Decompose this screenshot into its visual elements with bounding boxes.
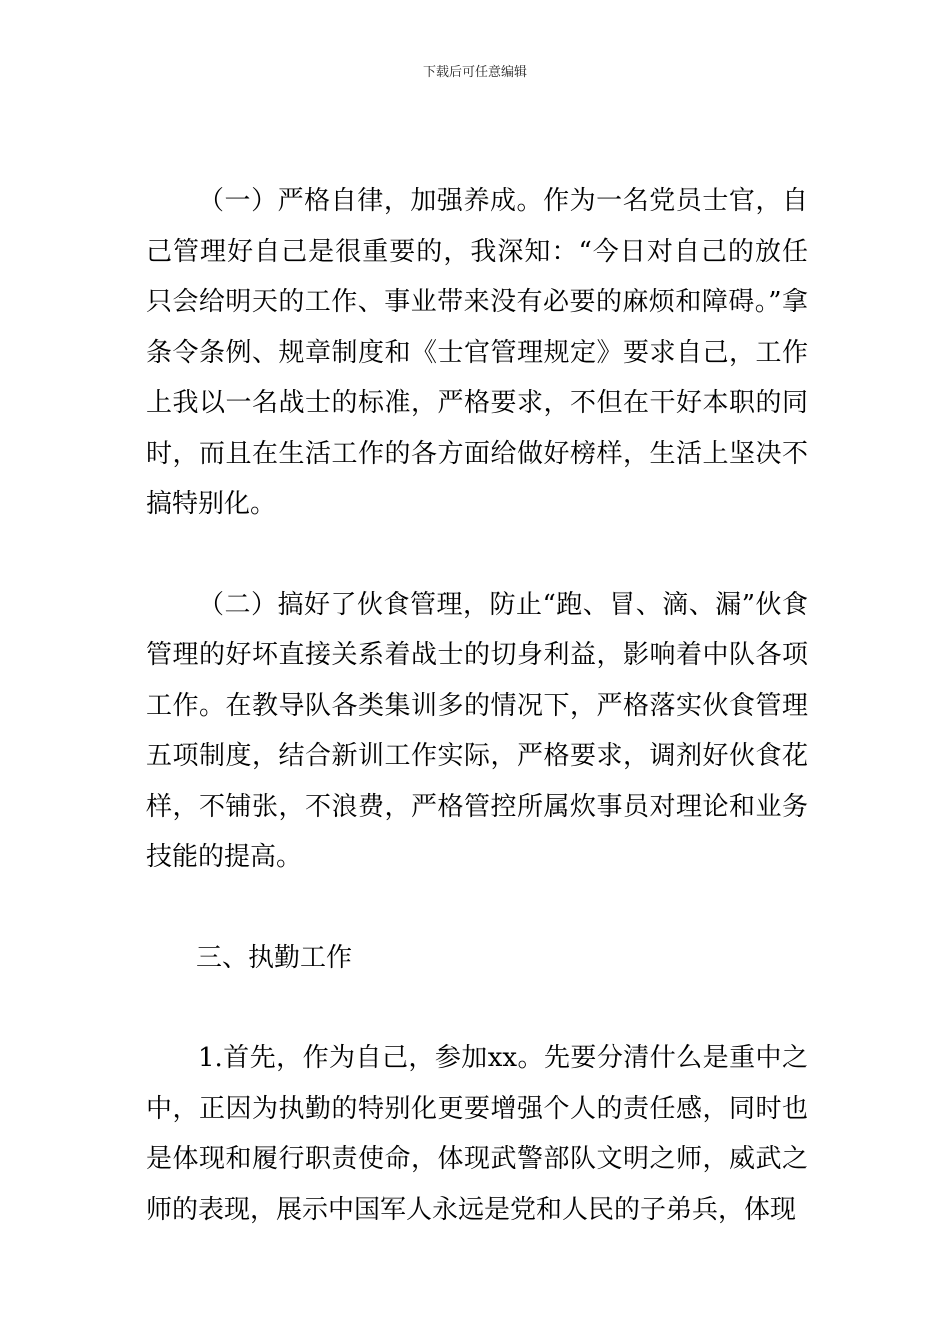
- paragraph-discipline: （一）严格自律，加强养成。作为一名党员士官，自己管理好自己是很重要的，我深知：“今日对自己的放任只会给明天的工作、事业带来没有必要的麻烦和障碍。”拿条令条例、规章制度和《士官管理规定》要求自己，工作上我以一名战士的标准，严格要求，不但在干好本职的同时，而且在生活工作的各方面给做好榜样，生活上坚决不搞特别化。: [146, 186, 808, 519]
- paragraph-duty-first: 1.首先，作为自己，参加xx。先要分清什么是重中之中，正因为执勤的特别化更要增强个人的责任感，同时也是体现和履行职责使命，体现武警部队文明之师，威武之师的表现，展示中国军人永远是党和人民的子弟兵，体现: [146, 1043, 808, 1225]
- section-heading-duty: 三、执勤工作: [196, 942, 353, 973]
- paragraph-gap: [146, 983, 808, 1033]
- document-body: [146, 176, 808, 1235]
- paragraph-gap: [146, 883, 808, 933]
- page-header-note: 下载后可任意编辑: [422, 65, 527, 80]
- paragraph-gap: [146, 530, 808, 580]
- paragraph-mess-management: （二）搞好了伙食管理，防止“跑、冒、滴、漏”伙食管理的好坏直接关系着战士的切身利益，影响着中队各项工作。在教导队各类集训多的情况下，严格落实伙食管理五项制度，结合新训工作实际，严格要求，调剂好伙食花样，不铺张，不浪费，严格管控所属炊事员对理论和业务技能的提高。: [146, 589, 808, 872]
